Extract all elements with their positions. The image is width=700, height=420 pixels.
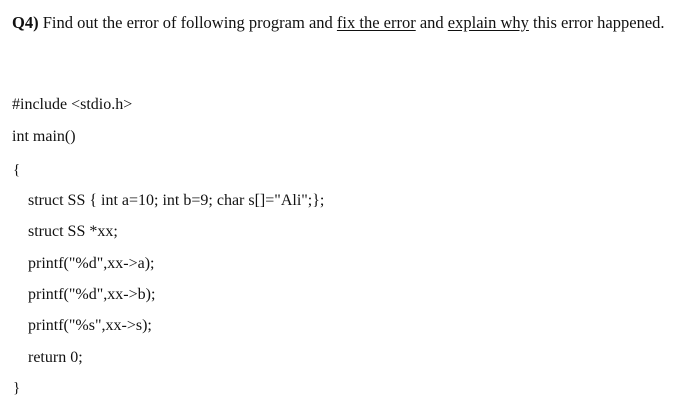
code-struct-definition: struct SS { int a=10; int b=9; char s[]="Ali";}; (28, 192, 325, 209)
code-main-signature: int main() (12, 128, 76, 145)
code-return-statement: return 0; (28, 349, 83, 366)
fix-error-underlined: fix the error (336, 13, 416, 32)
question-text-part2: and (415, 13, 448, 32)
code-printf-b: printf("%d",xx->b); (28, 286, 156, 303)
question-text-part3: this error happened. (528, 13, 665, 32)
code-printf-a: printf("%d",xx->a); (28, 255, 155, 272)
question-number: Q4) (12, 13, 39, 32)
code-pointer-declaration: struct SS *xx; (28, 223, 118, 240)
question-text (12, 12, 688, 33)
code-printf-s: printf("%s",xx->s); (28, 317, 152, 334)
question-text-part1: Find out the error of following program and (38, 13, 337, 32)
code-open-brace: { (13, 162, 21, 178)
explain-why-underlined: explain why (447, 13, 529, 32)
code-include-line: #include <stdio.h> (12, 96, 133, 113)
code-close-brace: } (13, 380, 21, 396)
